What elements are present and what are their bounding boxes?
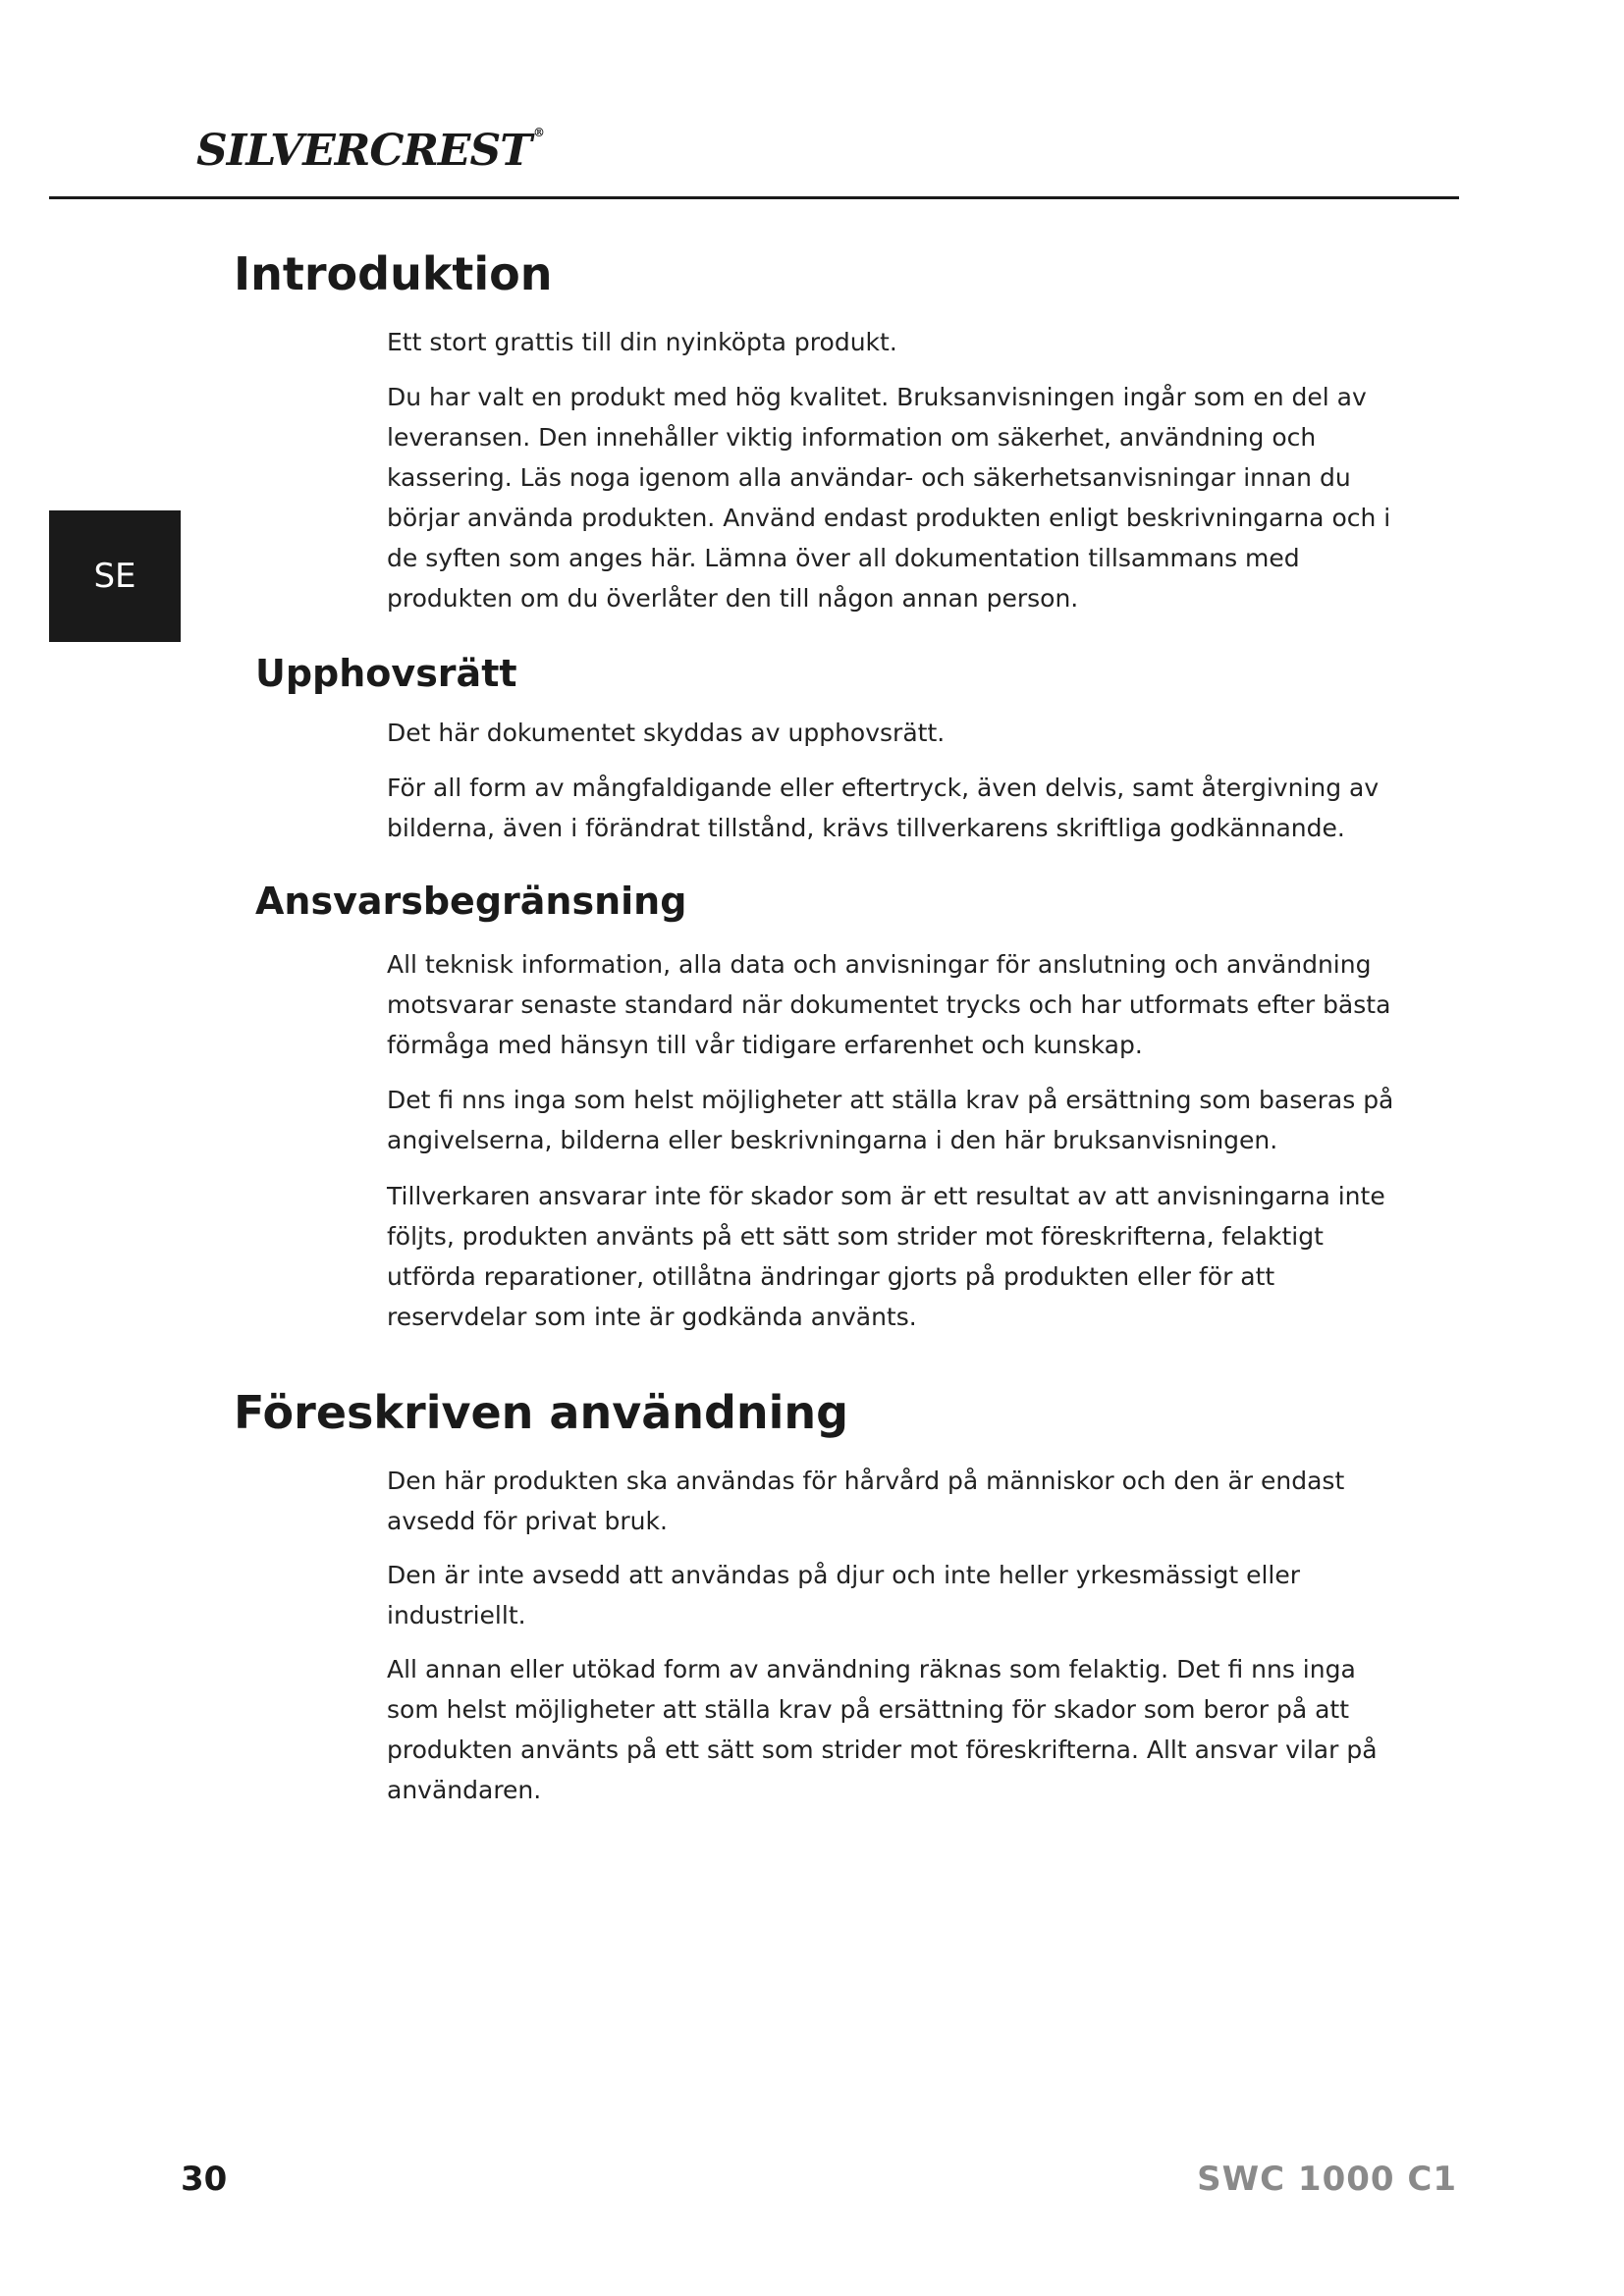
paragraph: All teknisk information, alla data och anvisningar för anslutning och användning motsvarar senaste standard när dokumentet trycks och har utformats efter bästa förmåga med hänsyn till vår tidigare erfarenhet och kunskap. <box>387 950 1391 1059</box>
language-tab <box>49 510 181 642</box>
paragraph: Du har valt en produkt med hög kvalitet. Bruksanvisningen ingår som en del av leveransen. Den innehåller viktig information om säkerhet, användning och kassering. Läs noga igenom alla användar- och säkerhetsanvisningar innan du börjar använda produkten. Använd endast produkten enligt beskrivningarna och i de syften som anges här. Lämna över all dokumentation tillsammans med produkten om du överlåter den till någon annan person. <box>387 383 1391 613</box>
model-number: SWC 1000 C1 <box>1197 2160 1457 2199</box>
heading-upphovsratt: Upphovsrätt <box>255 652 517 695</box>
paragraph: All annan eller utökad form av användning räknas som felaktig. Det fi nns inga som helst möjligheter att ställa krav på ersättning för skador som beror på att produkten använts på ett sätt som strider mot föreskrifterna. Allt ansvar vilar på användaren. <box>387 1655 1378 1804</box>
paragraph: Den här produkten ska användas för hårvård på människor och den är endast avsedd för privat bruk. <box>387 1467 1345 1535</box>
brand-logo <box>196 126 544 176</box>
brand-name: SILVERCREST <box>196 126 531 176</box>
header-rule <box>49 196 1459 199</box>
language-label: SE <box>93 557 136 596</box>
paragraph: Det här dokumentet skyddas av upphovsrätt. <box>387 719 946 747</box>
paragraph: Tillverkaren ansvarar inte för skador som är ett resultat av att anvisningarna inte följts, produkten använts på ett sätt som strider mot föreskrifterna, felaktigt utförda reparationer, otillåtna ändringar gjorts på produkten eller för att reservdelar som inte är godkända använts. <box>387 1182 1385 1331</box>
paragraph: Det fi nns inga som helst möjligheter att ställa krav på ersättning som baseras på angivelserna, bilderna eller beskrivningarna i den här bruksanvisningen. <box>387 1086 1394 1154</box>
registered-mark: ® <box>532 126 544 139</box>
heading-introduktion: Introduktion <box>234 247 553 300</box>
heading-foreskriven-anvandning: Föreskriven användning <box>234 1386 849 1439</box>
paragraph: För all form av mångfaldigande eller eftertryck, även delvis, samt återgivning av bilderna, även i förändrat tillstånd, krävs tillverkarens skriftliga godkännande. <box>387 774 1380 842</box>
heading-ansvarsbegransning: Ansvarsbegränsning <box>255 880 687 923</box>
paragraph: Ett stort grattis till din nyinköpta produkt. <box>387 328 897 356</box>
page-number: 30 <box>181 2160 228 2199</box>
paragraph: Den är inte avsedd att användas på djur och inte heller yrkesmässigt eller industriellt. <box>387 1561 1301 1629</box>
